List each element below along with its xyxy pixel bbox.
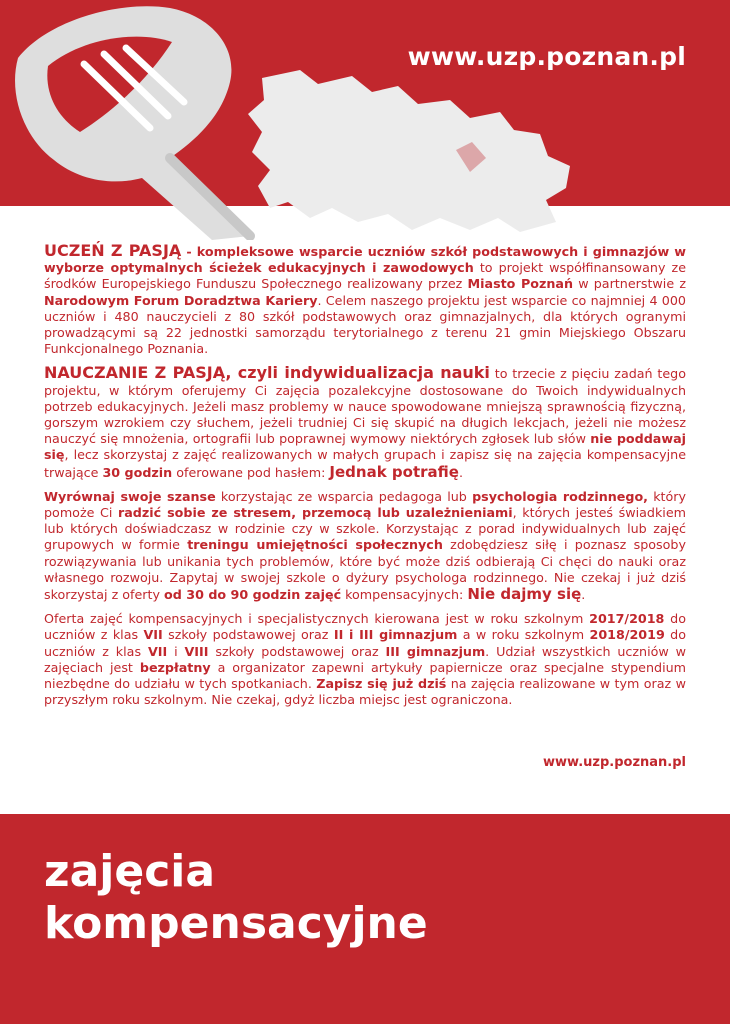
bold-text: Miasto Poznań <box>467 276 573 292</box>
body-text: Oferta zajęć kompensacyjnych i specjalistycznych kierowana jest w roku szkolnym <box>44 611 590 627</box>
bold-text: II i III gimnazjum <box>333 627 458 643</box>
bold-text: nie poddawaj się <box>44 431 687 463</box>
body-text: szkoły podstawowej oraz <box>162 627 334 643</box>
body-text: do uczniów z klas <box>44 611 687 643</box>
paragraph-oferta <box>44 611 686 708</box>
bold-text: 30 godzin <box>102 464 173 480</box>
body-text: to trzecie z pięciu zadań tego projektu, w którym oferujemy Ci zajęcia pozalekcyjne dostosowane do Twoich indywidualnych potrzeb edukacyjnych. Jeżeli masz problemy w nauce spowodowane mniejszą sprawnością fizyczną, gorszym wzrokiem czy słuchem, jeżeli trudniej Ci się skupić na długich lekcjach, jeżeli nie możesz nauczyć się mnożenia, ortografii lub poprawnej wymowy niektórych zgłosek lub słów <box>44 366 686 447</box>
body-text: to projekt współfinansowany ze środków Europejskiego Funduszu Społecznego realizowany przez <box>44 260 686 292</box>
bottom-title <box>44 846 428 950</box>
bottom-title-line1: zajęcia <box>44 846 216 897</box>
bold-text: od 30 do 90 godzin zajęć <box>164 587 342 603</box>
footer-url[interactable]: www.uzp.poznan.pl <box>543 755 686 770</box>
body-text: , lecz skorzystaj z zajęć realizowanych w małych grupach i zapisz się na zajęcia kompensacyjne trwające <box>44 447 686 480</box>
paragraph-uczen-z-pasja <box>44 243 686 357</box>
slogan-jednak-potrafie: Jednak potrafię <box>329 462 459 481</box>
decorative-art <box>0 0 730 240</box>
paragraph-wyrownaj-szanse <box>44 489 686 603</box>
bold-text: psychologia rodzinnego, <box>472 488 648 504</box>
paragraph-nauczanie-z-pasja <box>44 365 686 480</box>
bold-text: Narodowym Forum Doradztwa Kariery <box>44 292 318 308</box>
bold-text: III gimnazjum <box>385 643 486 659</box>
body-text: korzystając ze wsparcia pedagoga lub <box>215 488 473 504</box>
bold-text: radzić sobie ze stresem, przemocą lub uzależnieniami <box>117 505 513 521</box>
body-text: i <box>167 643 185 659</box>
body-text: szkoły podstawowej oraz <box>208 643 386 659</box>
body-text: do uczniów z klas <box>44 627 687 659</box>
body-text: który pomoże Ci <box>44 488 686 521</box>
body-text: . Udział wszystkich uczniów w zajęciach jest <box>44 643 687 675</box>
bold-text: VIII <box>184 643 209 659</box>
body-text: . Celem naszego projektu jest wsparcie co najmniej 4 000 uczniów i 480 nauczycieli z 80 szkół podstawowych oraz gimnazjalnych, dla których ogranymi prowadzącymi są 22 jednostki samorządu terytorialnego z terenu 21 gmin Miejskiego Obszaru Funkcjonalnego Poznania. <box>44 292 686 357</box>
body-text: kompensacyjnych: <box>341 587 468 603</box>
poznan-map-outline-icon <box>248 70 570 232</box>
bold-text: VII <box>143 627 163 643</box>
body-text: a organizator zapewni artykuły papiernicze oraz specjalne stypendium niezbędne do udziału w tych spotkaniach. <box>44 659 686 692</box>
lead-uczen-z-pasja: UCZEŃ Z PASJĄ <box>44 241 182 260</box>
article-body <box>44 243 686 716</box>
bold-text: Wyrównaj swoje szanse <box>44 488 216 504</box>
bottom-title-line2: kompensacyjne <box>44 898 428 949</box>
body-text: zdobędziesz siłę i poznasz sposoby rozwiązywania lub unikania tych problemów, które być może dziś odbierają Ci chęci do nauki oraz własnego rozwoju. Zapytaj w swojej szkole o dyżury psychologa rodzinnego. Nie czekaj i już dziś skorzystaj z oferty <box>44 537 686 603</box>
body-text: . <box>458 464 463 480</box>
body-text: a w roku szkolnym <box>457 627 590 643</box>
bold-text: bezpłatny <box>139 659 211 675</box>
bold-text: treningu umiejętności społecznych <box>187 537 443 553</box>
body-text: oferowane pod hasłem: <box>172 464 330 480</box>
bold-text: Zapisz się już dziś <box>316 676 447 692</box>
bold-text: VII <box>147 643 168 659</box>
lead-nauczanie-z-pasja: NAUCZANIE Z PASJĄ, czyli indywidualizacja nauki <box>44 363 490 383</box>
body-text: na zajęcia realizowane w tym oraz w przyszłym roku szkolnym. Nie czekaj, gdyż liczba miejsc jest ograniczona. <box>44 676 686 708</box>
slogan-nie-dajmy-sie: Nie dajmy się <box>467 585 582 604</box>
body-text: , których jesteś świadkiem lub których doświadczasz w rodzinie czy w szkole. Korzystając z porad indywidualnych lub zajęć grupowych w formie <box>44 505 686 553</box>
fork-illustration-icon <box>15 6 250 240</box>
body-text: w partnerstwie z <box>573 276 686 292</box>
header-url[interactable]: www.uzp.poznan.pl <box>407 42 686 71</box>
body-text: . <box>581 587 586 603</box>
bold-text: - kompleksowe wsparcie uczniów szkół podstawowych i gimnazjów w wyborze optymalnych ścieżek edukacyjnych i zawodowych <box>44 244 686 276</box>
bold-text: 2017/2018 <box>589 611 665 627</box>
bold-text: 2018/2019 <box>589 627 665 643</box>
